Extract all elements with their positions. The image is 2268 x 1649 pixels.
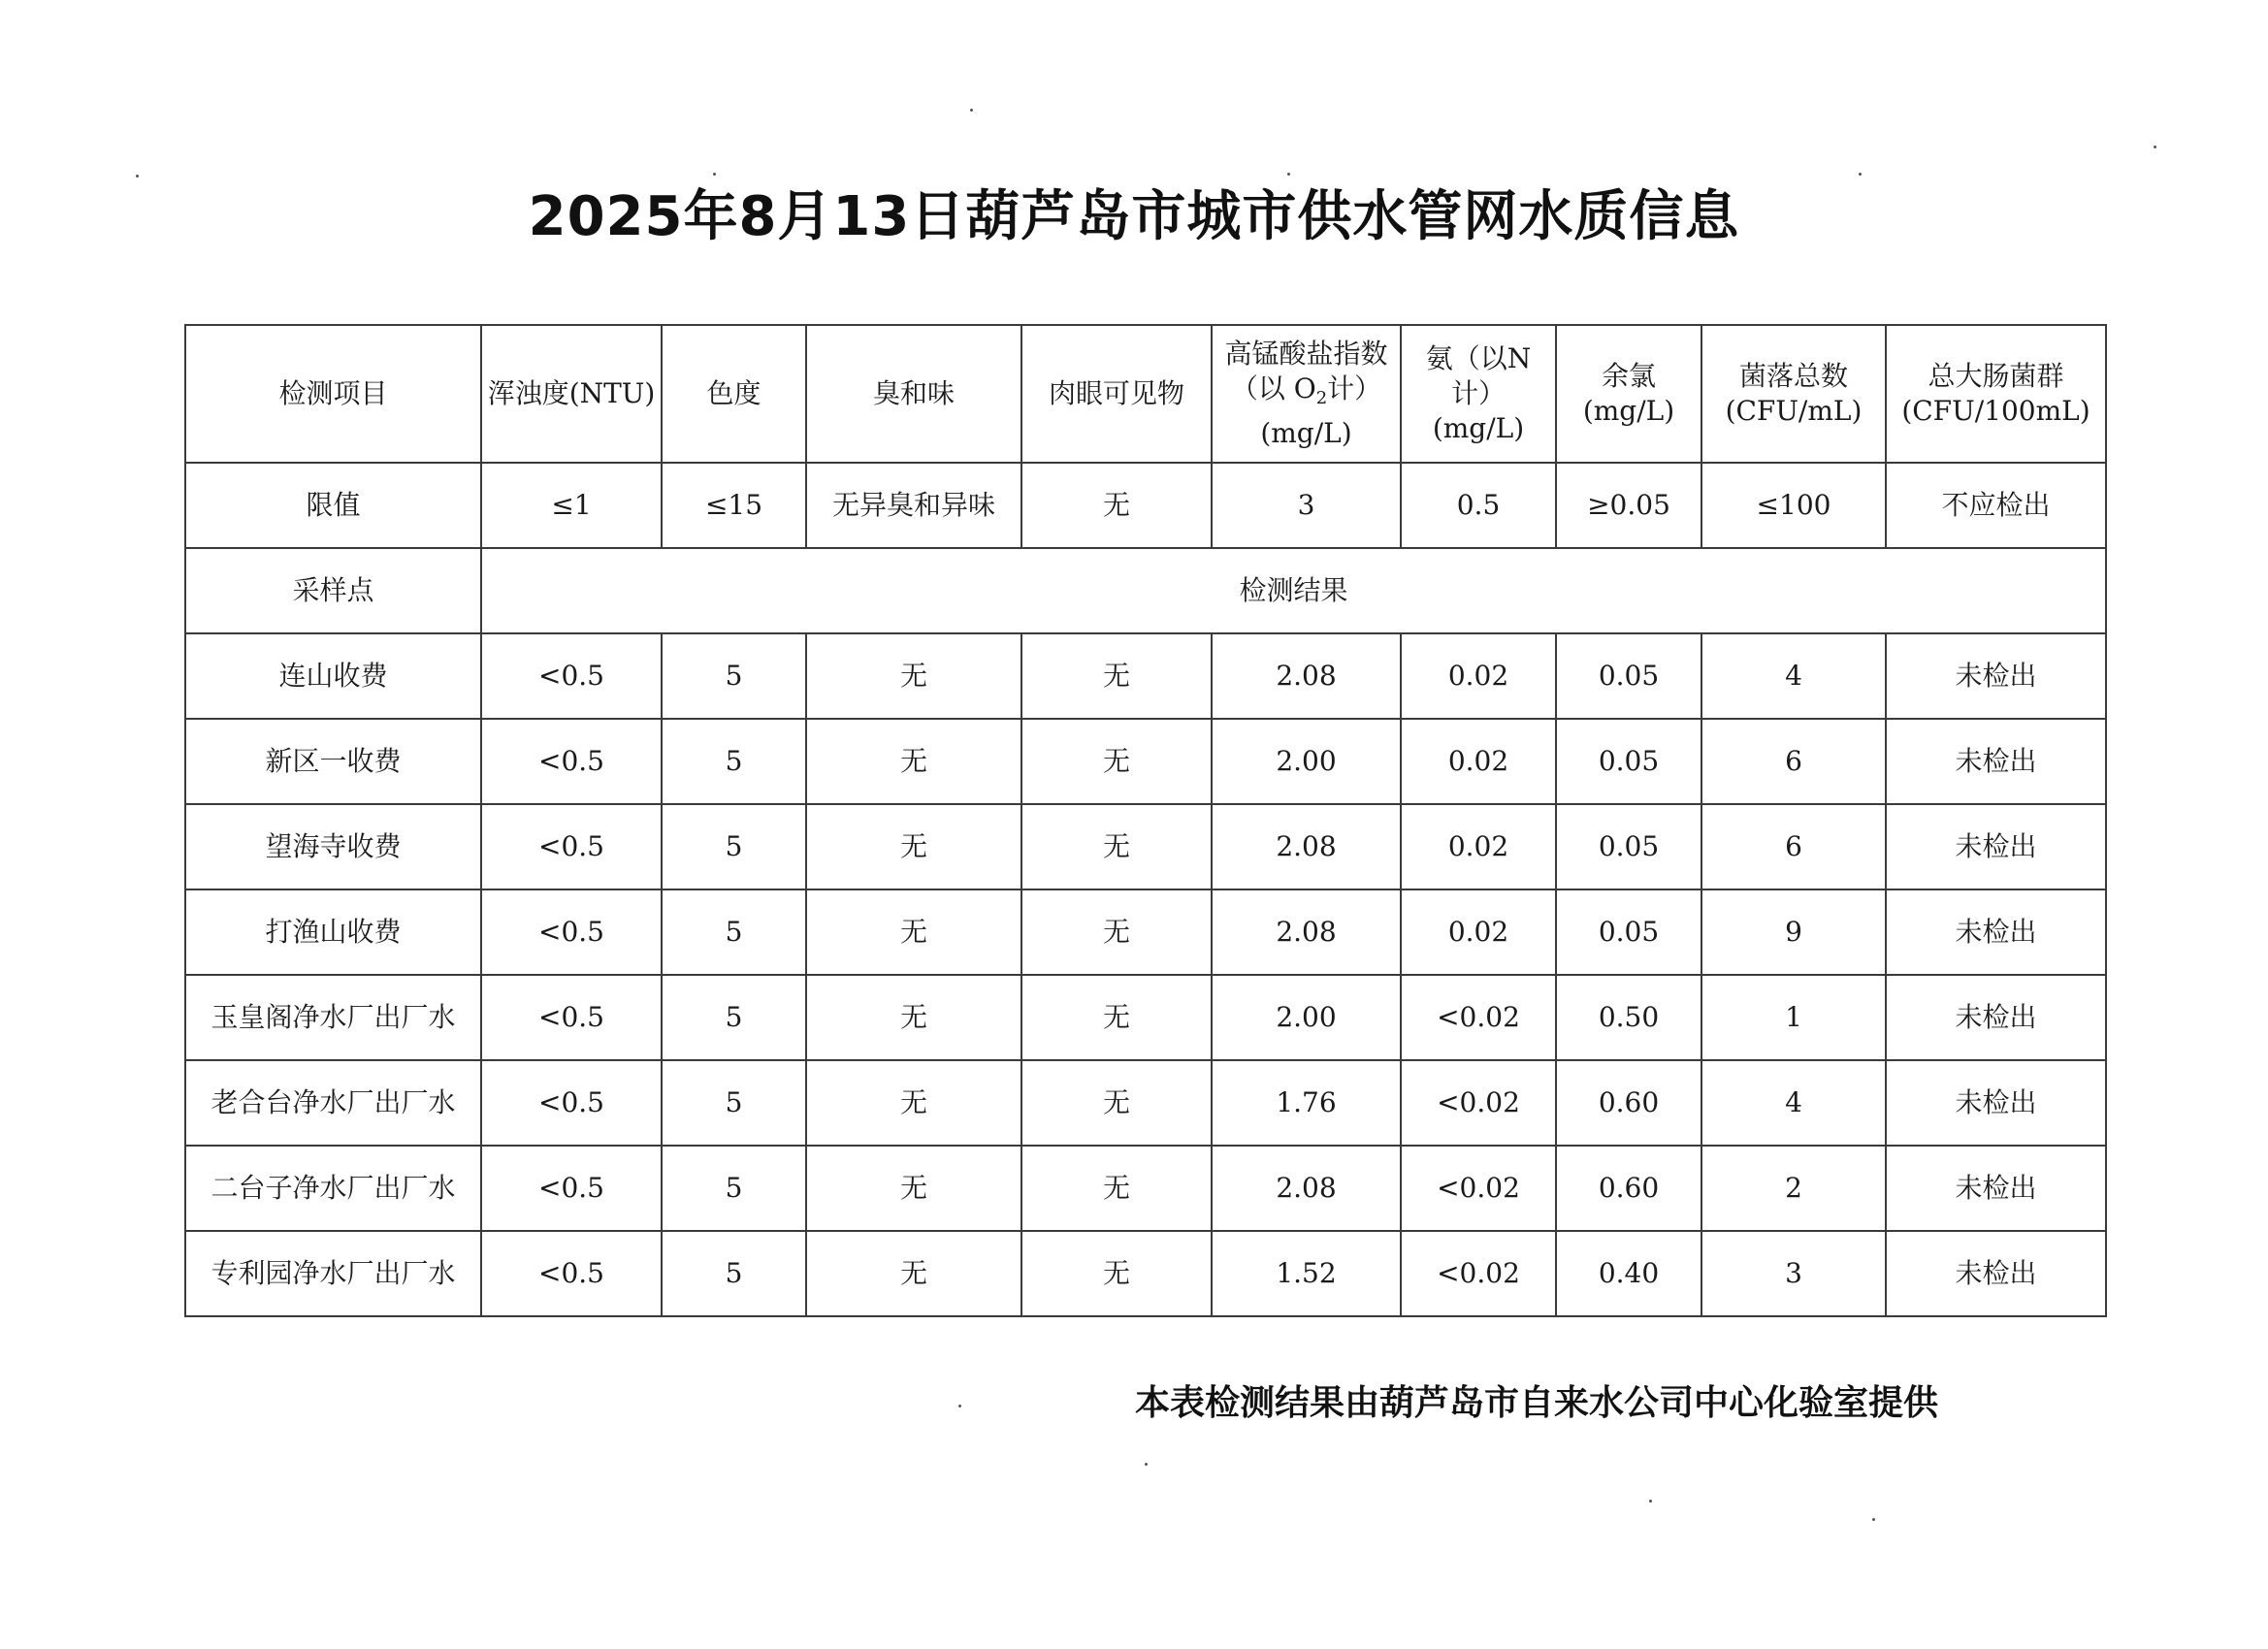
sampling-site: 老合台净水厂出厂水 (185, 1060, 481, 1146)
result-colony: 2 (1701, 1146, 1886, 1231)
scan-speck (713, 173, 716, 176)
limit-odor: 无异臭和异味 (806, 463, 1021, 548)
scan-speck (1145, 1463, 1148, 1466)
header-colony-line1: 菌落总数 (1738, 360, 1848, 392)
table-row (185, 889, 2106, 975)
result-visible: 无 (1021, 975, 1212, 1060)
footer-note: 本表检测结果由葫芦岛市自来水公司中心化验室提供 (1135, 1383, 1939, 1423)
header-permanganate-line2 (1216, 372, 1396, 416)
result-coliform: 未检出 (1886, 633, 2106, 719)
table-row (185, 1060, 2106, 1146)
page-title: 2025年8月13日葫芦岛市城市供水管网水质信息 (528, 185, 1740, 248)
result-chlorine: 0.40 (1556, 1231, 1701, 1316)
limit-colony: ≤100 (1701, 463, 1886, 548)
scan-speck (1649, 1500, 1652, 1503)
result-color: 5 (662, 889, 806, 975)
header-colony (1701, 325, 1886, 463)
result-permanganate: 2.00 (1212, 975, 1401, 1060)
result-coliform: 未检出 (1886, 889, 2106, 975)
sampling-site: 二台子净水厂出厂水 (185, 1146, 481, 1231)
result-colony: 1 (1701, 975, 1886, 1060)
result-color: 5 (662, 1231, 806, 1316)
result-turbidity: <0.5 (481, 804, 662, 889)
result-turbidity: <0.5 (481, 975, 662, 1060)
result-chlorine: 0.05 (1556, 719, 1701, 804)
header-ammonia (1401, 325, 1556, 463)
result-coliform: 未检出 (1886, 804, 2106, 889)
result-chlorine: 0.05 (1556, 804, 1701, 889)
scan-speck (970, 109, 973, 112)
result-odor: 无 (806, 1146, 1021, 1231)
header-permanganate-line1: 高锰酸盐指数 (1224, 338, 1388, 370)
sampling-site: 专利园净水厂出厂水 (185, 1231, 481, 1316)
result-color: 5 (662, 719, 806, 804)
result-ammonia: 0.02 (1401, 804, 1556, 889)
result-permanganate: 1.76 (1212, 1060, 1401, 1146)
scan-speck (958, 1405, 961, 1407)
result-turbidity: <0.5 (481, 1231, 662, 1316)
header-item: 检测项目 (185, 325, 481, 463)
result-visible: 无 (1021, 633, 1212, 719)
header-chlorine-line1: 余氯 (1601, 360, 1656, 392)
result-odor: 无 (806, 975, 1021, 1060)
limit-permanganate: 3 (1212, 463, 1401, 548)
result-ammonia: 0.02 (1401, 719, 1556, 804)
sampling-site: 玉皇阁净水厂出厂水 (185, 975, 481, 1060)
result-colony: 6 (1701, 804, 1886, 889)
header-permanganate (1212, 325, 1401, 463)
header-permanganate-unit: (mg/L) (1260, 417, 1352, 449)
header-coliform (1886, 325, 2106, 463)
result-colony: 9 (1701, 889, 1886, 975)
result-coliform: 未检出 (1886, 1146, 2106, 1231)
result-coliform: 未检出 (1886, 1231, 2106, 1316)
water-quality-table (184, 324, 2107, 1317)
table-row (185, 719, 2106, 804)
result-permanganate: 2.08 (1212, 804, 1401, 889)
limit-color: ≤15 (662, 463, 806, 548)
result-permanganate: 2.08 (1212, 1146, 1401, 1231)
result-ammonia: 0.02 (1401, 889, 1556, 975)
result-visible: 无 (1021, 1231, 1212, 1316)
result-colony: 3 (1701, 1231, 1886, 1316)
result-chlorine: 0.05 (1556, 633, 1701, 719)
result-permanganate: 2.08 (1212, 889, 1401, 975)
table-row (185, 633, 2106, 719)
result-color: 5 (662, 804, 806, 889)
result-coliform: 未检出 (1886, 719, 2106, 804)
sampling-site: 打渔山收费 (185, 889, 481, 975)
result-odor: 无 (806, 804, 1021, 889)
result-visible: 无 (1021, 889, 1212, 975)
result-rows (185, 633, 2106, 1316)
limit-visible: 无 (1021, 463, 1212, 548)
result-odor: 无 (806, 633, 1021, 719)
result-visible: 无 (1021, 719, 1212, 804)
scan-speck (1859, 173, 1862, 176)
result-ammonia: 0.02 (1401, 633, 1556, 719)
header-ammonia-line1: 氨（以N计） (1425, 342, 1532, 409)
result-visible: 无 (1021, 804, 1212, 889)
result-visible: 无 (1021, 1060, 1212, 1146)
header-chlorine-unit: (mg/L) (1582, 395, 1675, 427)
limit-chlorine: ≥0.05 (1556, 463, 1701, 548)
header-permanganate-subscript: 2 (1315, 388, 1328, 408)
result-color: 5 (662, 633, 806, 719)
result-odor: 无 (806, 1060, 1021, 1146)
result-colony: 6 (1701, 719, 1886, 804)
result-visible: 无 (1021, 1146, 1212, 1231)
header-permanganate-pre: （以 O (1230, 372, 1316, 404)
result-color: 5 (662, 1060, 806, 1146)
limits-label: 限值 (185, 463, 481, 548)
result-turbidity: <0.5 (481, 1060, 662, 1146)
scan-speck (2154, 146, 2156, 148)
result-permanganate: 2.08 (1212, 633, 1401, 719)
header-colony-unit: (CFU/mL) (1725, 395, 1863, 427)
section-row (185, 548, 2106, 633)
result-colony: 4 (1701, 1060, 1886, 1146)
header-chlorine (1556, 325, 1701, 463)
header-color: 色度 (662, 325, 806, 463)
result-ammonia: <0.02 (1401, 1146, 1556, 1231)
limit-coliform: 不应检出 (1886, 463, 2106, 548)
result-chlorine: 0.60 (1556, 1060, 1701, 1146)
result-colony: 4 (1701, 633, 1886, 719)
scan-speck (1287, 173, 1290, 176)
header-odor: 臭和味 (806, 325, 1021, 463)
result-chlorine: 0.60 (1556, 1146, 1701, 1231)
result-chlorine: 0.50 (1556, 975, 1701, 1060)
sampling-label: 采样点 (185, 548, 481, 633)
table-row (185, 1146, 2106, 1231)
table-row (185, 975, 2106, 1060)
header-permanganate-post: 计） (1327, 372, 1382, 404)
sampling-site: 望海寺收费 (185, 804, 481, 889)
result-chlorine: 0.05 (1556, 889, 1701, 975)
limit-ammonia: 0.5 (1401, 463, 1556, 548)
result-turbidity: <0.5 (481, 889, 662, 975)
scan-speck (1872, 1518, 1875, 1521)
result-permanganate: 1.52 (1212, 1231, 1401, 1316)
result-ammonia: <0.02 (1401, 1060, 1556, 1146)
sampling-site: 连山收费 (185, 633, 481, 719)
header-coliform-line1: 总大肠菌群 (1928, 360, 2064, 392)
header-turbidity: 浑浊度(NTU) (481, 325, 662, 463)
result-turbidity: <0.5 (481, 633, 662, 719)
results-label: 检测结果 (481, 548, 2106, 633)
limit-turbidity: ≤1 (481, 463, 662, 548)
table-row (185, 1231, 2106, 1316)
result-permanganate: 2.00 (1212, 719, 1401, 804)
result-ammonia: <0.02 (1401, 975, 1556, 1060)
result-odor: 无 (806, 719, 1021, 804)
limits-row (185, 463, 2106, 548)
result-odor: 无 (806, 889, 1021, 975)
header-row (185, 325, 2106, 463)
result-coliform: 未检出 (1886, 1060, 2106, 1146)
result-coliform: 未检出 (1886, 975, 2106, 1060)
header-visible: 肉眼可见物 (1021, 325, 1212, 463)
result-ammonia: <0.02 (1401, 1231, 1556, 1316)
sampling-site: 新区一收费 (185, 719, 481, 804)
result-color: 5 (662, 975, 806, 1060)
result-turbidity: <0.5 (481, 1146, 662, 1231)
header-coliform-unit: (CFU/100mL) (1901, 395, 2090, 427)
header-ammonia-unit: (mg/L) (1432, 412, 1525, 444)
result-color: 5 (662, 1146, 806, 1231)
result-turbidity: <0.5 (481, 719, 662, 804)
result-odor: 无 (806, 1231, 1021, 1316)
table-row (185, 804, 2106, 889)
scan-speck (136, 175, 139, 178)
